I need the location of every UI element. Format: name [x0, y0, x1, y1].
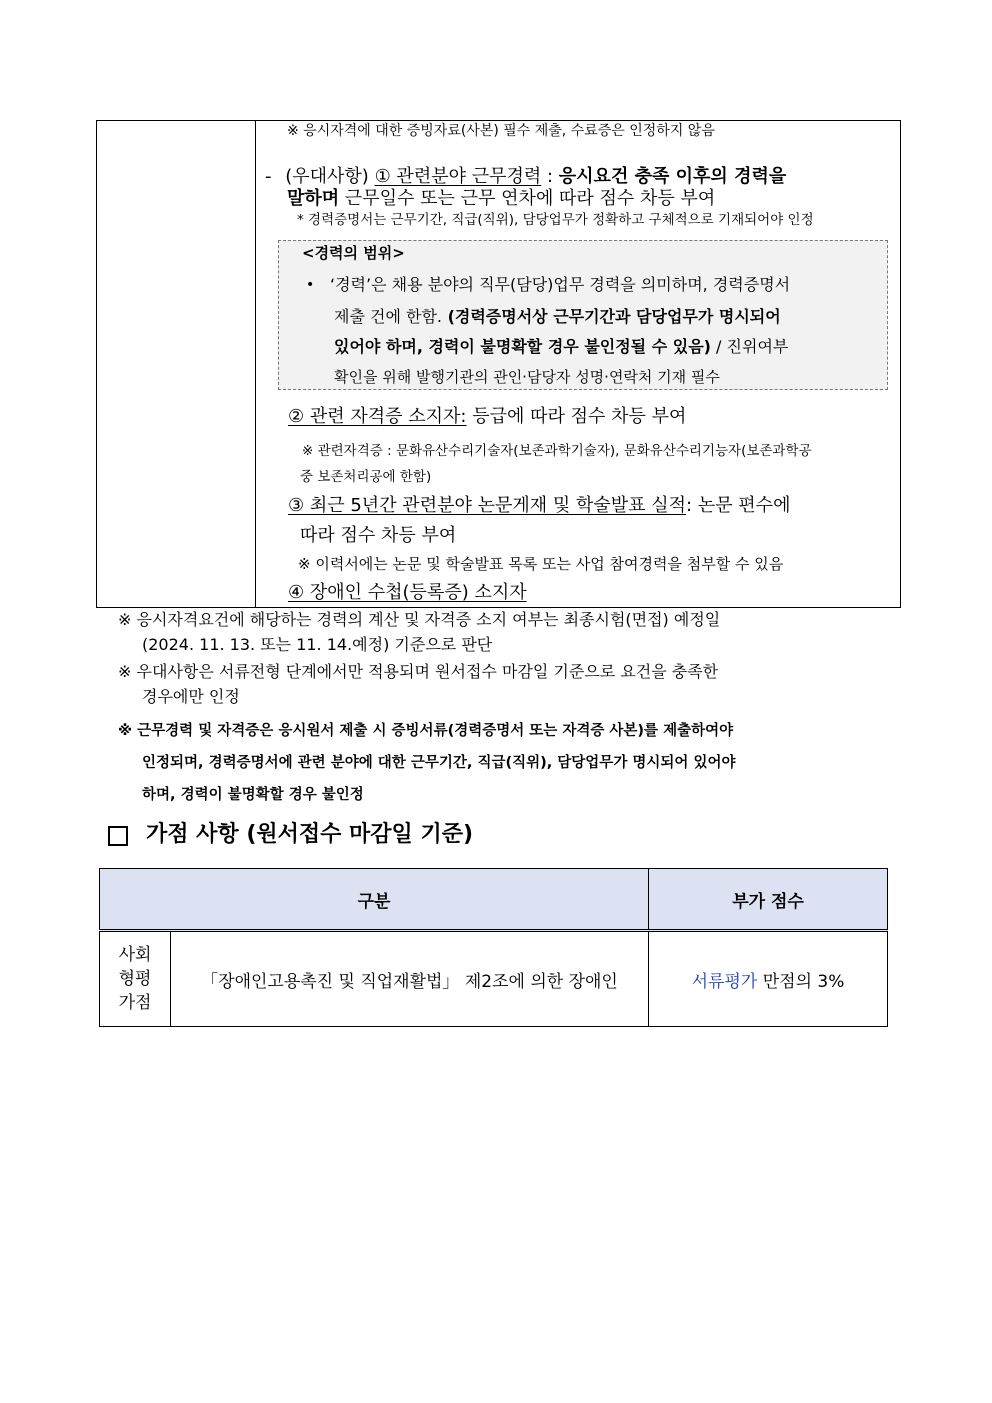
pref-bold-1: 응시요건 충족 이후의 경력을	[558, 166, 787, 187]
scope-line-3b: / 진위여부	[710, 337, 789, 356]
item-3-underlined: ③ 최근 5년간 관련분야 논문게재 및 학술발표 실적	[288, 495, 687, 516]
note-2-line-2: 경우에만 인정	[142, 687, 240, 706]
row-category	[100, 931, 171, 1027]
item-3-rest-1: : 논문 편수에	[686, 495, 791, 516]
scope-line-1: ‘경력’은 채용 분야의 직무(담당)업무 경력을 의미하며, 경력증명서	[330, 275, 791, 294]
pref-rest-2: 근무일수 또는 근무 연차에 따라 점수 차등 부여	[339, 188, 716, 209]
item-3-line-2: 따라 점수 차등 부여	[300, 525, 457, 546]
scope-line-4: 확인을 위해 발행기관의 관인·담당자 성명·연락처 기재 필수	[334, 368, 720, 386]
item-2-note-1: ※ 관련자격증 : 문화유산수리기술자(보존과학기술자), 문화유산수리기능자(보존과학공	[302, 443, 812, 459]
pref-note: * 경력증명서는 근무기간, 직급(직위), 담당업무가 정확하고 구체적으로 기재되어야 인정	[297, 212, 814, 228]
pref-colon: :	[541, 166, 559, 187]
score-rest: 만점의 3%	[757, 971, 845, 992]
note-top: ※ 응시자격에 대한 증빙자료(사본) 필수 제출, 수료증은 인정하지 않음	[287, 123, 715, 139]
note-2-line-1: ※ 우대사항은 서류전형 단계에서만 적용되며 원서접수 마감일 기준으로 요건을 충족한	[118, 662, 719, 681]
category-line-3: 가점	[118, 993, 152, 1013]
header-bonus-score: 부가 점수	[649, 869, 888, 931]
note-1-line-1: ※ 응시자격요건에 해당하는 경력의 계산 및 자격증 소지 여부는 최종시험(면접) 예정일	[118, 610, 721, 629]
scope-bullet: •	[306, 277, 315, 293]
pref-prefix: (우대사항)	[285, 166, 369, 187]
category-line-1: 사회	[118, 945, 152, 965]
header-category: 구분	[100, 869, 649, 931]
item-2-note-2: 중 보존처리공에 한함)	[300, 469, 432, 485]
pref-line-2	[287, 190, 715, 208]
note-1-line-2: (2024. 11. 13. 또는 11. 14.예정) 기준으로 판단	[142, 635, 493, 654]
note-3-line-3: 하며, 경력이 불명확할 경우 불인정	[142, 787, 364, 803]
bonus-points-table	[99, 868, 888, 1027]
scope-line-2a: 제출 건에 한함.	[334, 307, 442, 326]
item-2-rest: 등급에 따라 점수 차등 부여	[466, 406, 687, 427]
pref-bold-2: 말하며	[287, 188, 340, 209]
section-checkbox-icon	[108, 826, 128, 846]
scope-line-2b: (경력증명서상 근무기간과 담당업무가 명시되어	[442, 307, 781, 326]
scope-title: <경력의 범위>	[302, 244, 405, 262]
row-description: 「장애인고용촉진 및 직업재활법」 제2조에 의한 장애인	[171, 931, 649, 1027]
item-2	[288, 408, 686, 426]
item-3	[288, 497, 790, 515]
item-4: ④ 장애인 수첩(등록증) 소지자	[288, 582, 527, 603]
column-divider	[255, 121, 256, 607]
pref-dash: -	[265, 166, 272, 187]
pref-item-1: ① 관련분야 근무경력	[374, 166, 542, 187]
scope-line-2	[334, 309, 781, 325]
pref-line-1	[265, 168, 786, 186]
item-3-note: ※ 이력서에는 논문 및 학술발표 목록 또는 사업 참여경력을 첨부할 수 있음	[298, 555, 784, 573]
section-title: 가점 사항 (원서접수 마감일 기준)	[146, 822, 474, 847]
row-score	[649, 931, 888, 1027]
note-3-line-1: ※ 근무경력 및 자격증은 응시원서 제출 시 증빙서류(경력증명서 또는 자격증 사본)를 제출하여야	[118, 723, 734, 739]
note-3-line-2: 인정되며, 경력증명서에 관련 분야에 대한 근무기간, 직급(직위), 담당업무가 명시되어 있어야	[142, 755, 736, 771]
table-header-row	[100, 869, 888, 931]
category-line-2: 형평	[118, 969, 152, 989]
item-2-underlined: ② 관련 자격증 소지자:	[288, 406, 467, 427]
score-highlight: 서류평가	[691, 971, 758, 992]
scope-line-3	[334, 339, 788, 355]
table-row	[100, 931, 888, 1027]
scope-line-3a: 있어야 하며, 경력이 불명확할 경우 불인정될 수 있음)	[334, 337, 711, 356]
